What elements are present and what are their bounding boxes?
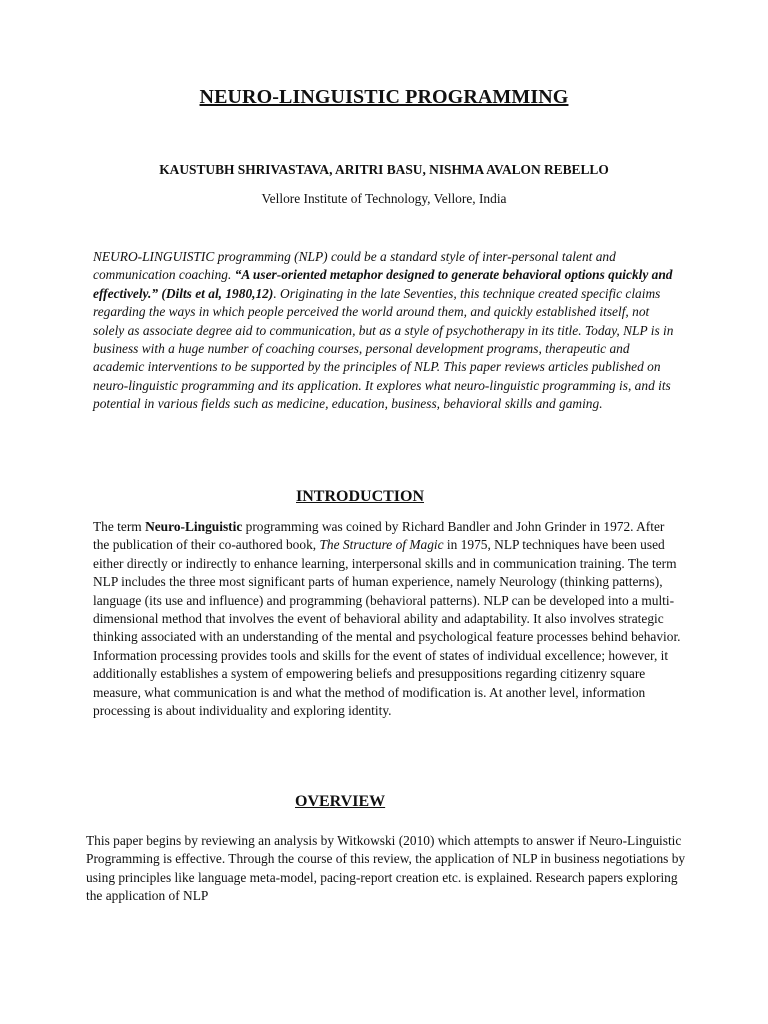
intro-book-title: The Structure of Magic bbox=[319, 537, 444, 553]
paper-title: NEURO-LINGUISTIC PROGRAMMING bbox=[199, 86, 569, 108]
abstract-paragraph bbox=[93, 248, 683, 414]
intro-bold-term: Neuro-Linguistic bbox=[145, 519, 243, 534]
intro-text-2: programming was coined by Richard Bandler and John Grinder in 1972. After the publication of their co-authored book, bbox=[93, 519, 665, 553]
overview-paragraph: This paper begins by reviewing an analysis by Witkowski (2010) which attempts to answer if Neuro-Linguistic Programming is effective. Through the course of this review, the application of NLP in business negotiations by using principles like language meta-model, pacing-report creation etc. is explained. Research papers exploring the application of NLP bbox=[86, 833, 686, 904]
abstract-bold-quote: “A user-oriented metaphor designed to generate behavioral options quickly and effectively.” (Dilts et al, 1980,12) bbox=[93, 267, 673, 301]
affiliation: Vellore Institute of Technology, Vellore, India bbox=[261, 191, 507, 206]
author-list: KAUSTUBH SHRIVASTAVA, ARITRI BASU, NISHMA AVALON REBELLO bbox=[159, 162, 609, 177]
introduction-heading: INTRODUCTION bbox=[296, 488, 425, 505]
abstract-text-end: . Originating in the late Seventies, this technique created specific claims regarding the ways in which people perceived the world around them, and quickly established itself, not solely as associate degree aid to communication, but as a style of psychotherapy in its title. Today, NLP is in business with a huge number of coaching courses, personal development programs, therapeutic and academic interventions to be supported by the principles of NLP. This paper reviews articles published on neuro-linguistic programming and its application. It explores what neuro-linguistic programming is, and its potential in various fields such as medicine, education, business, behavioral skills and gaming. bbox=[93, 285, 674, 412]
intro-text-3: in 1975, NLP techniques have been used either directly or indirectly to enhance learning, interpersonal skills and in communication training. The term NLP includes the three most significant parts of human experience, namely Neurology (thinking patterns), language (its use and influence) and programming (behavioral patterns). NLP can be developed into a multi-dimensional method that involves the event of behavioral ability and adaptability. It also involves strategic thinking associated with an understanding of the mental and psychological feature processes behind behavior. Information processing provides tools and skills for the event of states of individual excellence; however, it additionally establishes a system of empowering beliefs and presuppositions regarding citizenry square measure, what communication is and what the method of modification is. At another level, information processing is about individuality and exploring identity. bbox=[93, 537, 681, 719]
intro-text-1: The term bbox=[93, 519, 146, 534]
overview-heading: OVERVIEW bbox=[295, 793, 386, 810]
introduction-paragraph bbox=[93, 518, 683, 720]
abstract-text-start: NEURO-LINGUISTIC programming (NLP) could be a standard style of inter-personal talent and communication coaching. bbox=[93, 249, 616, 283]
